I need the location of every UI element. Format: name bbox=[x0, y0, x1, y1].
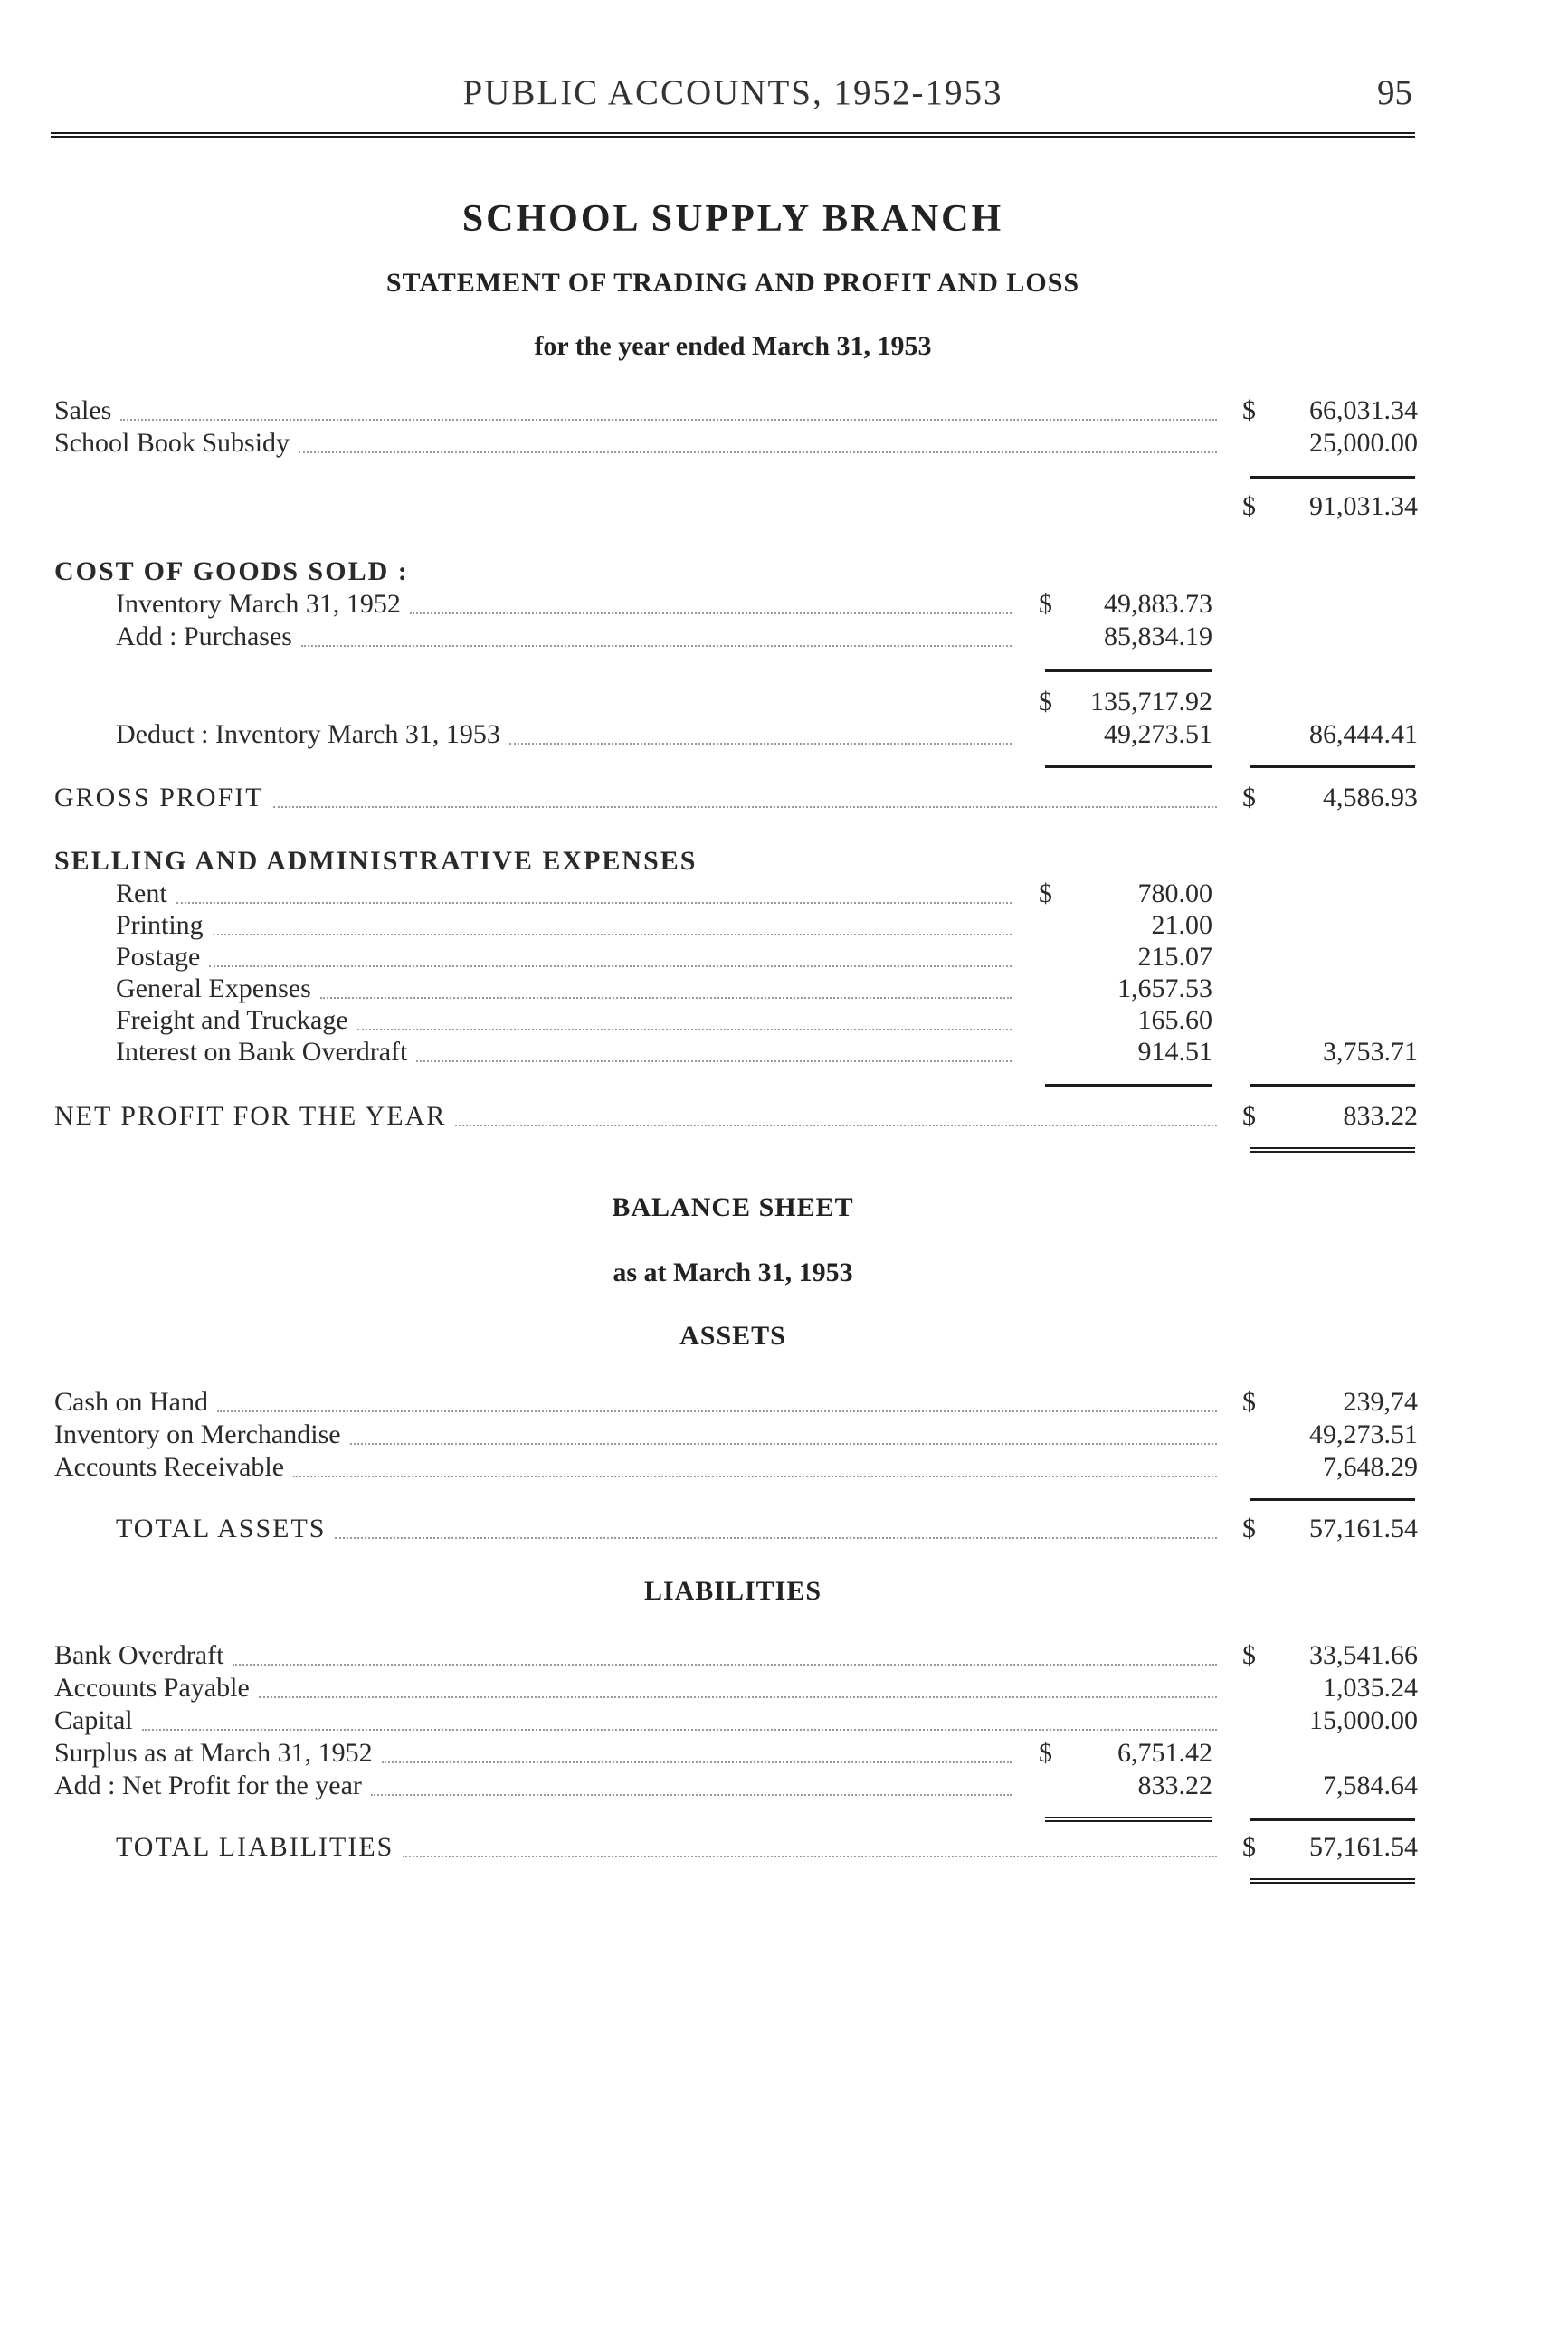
dot-leader bbox=[301, 645, 1012, 647]
dot-leader bbox=[350, 1443, 1217, 1445]
total-liabilities-amount: 57,161.54 bbox=[1309, 1832, 1418, 1862]
liability-label: Capital bbox=[54, 1704, 142, 1737]
expense-row bbox=[0, 941, 1568, 973]
total-assets-label: TOTAL ASSETS bbox=[116, 1513, 335, 1545]
expense-amount: 780.00 bbox=[1137, 878, 1212, 908]
total-liabilities-label: TOTAL LIABILITIES bbox=[116, 1831, 403, 1864]
dollar-sign: $ bbox=[1242, 1640, 1256, 1670]
cogs-heading: COST OF GOODS SOLD : bbox=[54, 555, 418, 588]
dot-leader bbox=[213, 934, 1012, 935]
statement-title: STATEMENT OF TRADING AND PROFIT AND LOSS bbox=[385, 268, 1080, 298]
sales-label: Sales bbox=[54, 394, 120, 427]
dot-leader bbox=[320, 997, 1012, 999]
total-rule bbox=[1250, 1084, 1415, 1087]
add-profit-label: Add : Net Profit for the year bbox=[54, 1770, 371, 1802]
closing-inventory-label: Deduct : Inventory March 31, 1953 bbox=[116, 718, 509, 751]
balance-sheet-title: BALANCE SHEET bbox=[612, 1192, 854, 1222]
surplus-label: Surplus as at March 31, 1952 bbox=[54, 1737, 382, 1770]
cogs-total-amount: 86,444.41 bbox=[1309, 719, 1418, 749]
liability-label: Bank Overdraft bbox=[54, 1639, 233, 1672]
dot-leader bbox=[120, 419, 1217, 421]
dollar-sign: $ bbox=[1039, 1738, 1052, 1768]
asset-amount: 239,74 bbox=[1343, 1387, 1418, 1417]
surplus-amount: 6,751.42 bbox=[1117, 1738, 1212, 1768]
expense-row bbox=[0, 1036, 1568, 1068]
gross-profit-row bbox=[0, 782, 1568, 814]
asset-row bbox=[0, 1386, 1568, 1419]
expense-row bbox=[0, 878, 1568, 910]
dollar-sign: $ bbox=[1242, 783, 1256, 812]
liability-row bbox=[0, 1704, 1568, 1737]
revenue-total-amount: 91,031.34 bbox=[1309, 491, 1418, 521]
add-profit-row bbox=[0, 1770, 1568, 1802]
dot-leader bbox=[233, 1664, 1217, 1666]
assets-heading: ASSETS bbox=[679, 1321, 786, 1351]
dot-leader bbox=[209, 965, 1012, 967]
dollar-sign: $ bbox=[1039, 589, 1052, 619]
net-profit-amount: 833.22 bbox=[1343, 1101, 1418, 1131]
running-title: PUBLIC ACCOUNTS, 1952-1953 bbox=[462, 73, 1003, 112]
dot-leader bbox=[403, 1856, 1217, 1857]
dollar-sign: $ bbox=[1242, 1514, 1256, 1543]
expense-row bbox=[0, 1004, 1568, 1037]
expense-amount: 914.51 bbox=[1137, 1037, 1212, 1067]
dot-leader bbox=[176, 902, 1012, 904]
asset-row bbox=[0, 1419, 1568, 1451]
dot-leader bbox=[259, 1696, 1217, 1698]
closing-inventory-amount: 49,273.51 bbox=[1104, 719, 1212, 749]
opening-inventory-label: Inventory March 31, 1952 bbox=[116, 588, 410, 621]
dollar-sign: $ bbox=[1242, 1101, 1256, 1131]
asset-amount: 7,648.29 bbox=[1323, 1452, 1418, 1482]
asset-label: Cash on Hand bbox=[54, 1386, 217, 1419]
liability-amount: 33,541.66 bbox=[1309, 1640, 1418, 1670]
expenses-total-amount: 3,753.71 bbox=[1323, 1037, 1418, 1067]
subtotal-rule bbox=[1045, 669, 1212, 672]
subtotal-rule bbox=[1250, 476, 1415, 479]
opening-inventory-row bbox=[0, 588, 1568, 621]
asset-label: Accounts Receivable bbox=[54, 1451, 293, 1484]
liability-row bbox=[0, 1639, 1568, 1672]
expense-row bbox=[0, 909, 1568, 942]
dollar-sign: $ bbox=[1242, 1387, 1256, 1417]
total-assets-row bbox=[0, 1513, 1568, 1545]
liability-row bbox=[0, 1672, 1568, 1704]
dot-leader bbox=[455, 1125, 1217, 1126]
expense-label: General Expenses bbox=[116, 973, 320, 1005]
total-assets-amount: 57,161.54 bbox=[1309, 1514, 1418, 1543]
liability-label: Accounts Payable bbox=[54, 1672, 259, 1704]
expense-label: Rent bbox=[116, 878, 176, 910]
dot-leader bbox=[416, 1060, 1012, 1062]
page-number: 95 bbox=[1377, 73, 1412, 112]
liabilities-heading: LIABILITIES bbox=[643, 1576, 822, 1606]
dot-leader bbox=[142, 1729, 1217, 1731]
subsidy-label: School Book Subsidy bbox=[54, 427, 299, 460]
expense-amount: 21.00 bbox=[1151, 910, 1212, 940]
expenses-heading-row bbox=[0, 845, 1568, 878]
expense-label: Postage bbox=[116, 941, 209, 973]
liability-amount: 15,000.00 bbox=[1309, 1705, 1418, 1735]
double-rule bbox=[1045, 1817, 1212, 1822]
header-rule bbox=[51, 132, 1415, 138]
expense-label: Freight and Truckage bbox=[116, 1004, 357, 1037]
dot-leader bbox=[371, 1794, 1012, 1796]
surplus-row bbox=[0, 1737, 1568, 1770]
dot-leader bbox=[509, 743, 1012, 745]
expense-amount: 1,657.53 bbox=[1117, 973, 1212, 1003]
dot-leader bbox=[410, 612, 1012, 614]
subsidy-row bbox=[0, 427, 1568, 460]
sales-row bbox=[0, 394, 1568, 427]
total-rule bbox=[1250, 1498, 1415, 1501]
expenses-heading: SELLING AND ADMINISTRATIVE EXPENSES bbox=[54, 845, 706, 878]
revenue-total-row bbox=[0, 490, 1568, 523]
total-rule bbox=[1045, 1084, 1212, 1087]
subsidy-amount: 25,000.00 bbox=[1309, 428, 1418, 458]
dollar-sign: $ bbox=[1039, 687, 1052, 717]
expense-amount: 215.07 bbox=[1137, 942, 1212, 972]
asset-amount: 49,273.51 bbox=[1309, 1419, 1418, 1449]
gross-profit-amount: 4,586.93 bbox=[1323, 783, 1418, 812]
double-rule bbox=[1250, 1147, 1415, 1153]
purchases-amount: 85,834.19 bbox=[1104, 622, 1212, 651]
dot-leader bbox=[299, 451, 1217, 453]
branch-title: SCHOOL SUPPLY BRANCH bbox=[461, 198, 1004, 240]
dollar-sign: $ bbox=[1242, 491, 1256, 521]
dot-leader bbox=[335, 1537, 1217, 1539]
double-rule bbox=[1250, 1878, 1415, 1884]
dot-leader bbox=[382, 1761, 1012, 1763]
dollar-sign: $ bbox=[1039, 878, 1052, 908]
dot-leader bbox=[293, 1476, 1217, 1477]
cogs-subtotal-amount: 135,717.92 bbox=[1090, 687, 1212, 717]
net-profit-label: NET PROFIT FOR THE YEAR bbox=[54, 1100, 455, 1133]
add-profit-amount: 833.22 bbox=[1137, 1771, 1212, 1800]
expense-row bbox=[0, 973, 1568, 1005]
cogs-heading-row bbox=[0, 555, 1568, 588]
closing-inventory-row bbox=[0, 718, 1568, 751]
expense-label: Printing bbox=[116, 909, 213, 942]
statement-period: for the year ended March 31, 1953 bbox=[534, 331, 932, 361]
purchases-label: Add : Purchases bbox=[116, 621, 301, 653]
balance-sheet-date: as at March 31, 1953 bbox=[613, 1258, 853, 1287]
gross-profit-label: GROSS PROFIT bbox=[54, 782, 273, 814]
opening-inventory-amount: 49,883.73 bbox=[1104, 589, 1212, 619]
expense-label: Interest on Bank Overdraft bbox=[116, 1036, 416, 1068]
dot-leader bbox=[217, 1410, 1217, 1412]
dollar-sign: $ bbox=[1242, 1832, 1256, 1862]
dot-leader bbox=[357, 1029, 1012, 1030]
asset-row bbox=[0, 1451, 1568, 1484]
total-rule bbox=[1045, 765, 1212, 768]
surplus-total-amount: 7,584.64 bbox=[1323, 1771, 1418, 1800]
purchases-row bbox=[0, 621, 1568, 653]
total-liabilities-row bbox=[0, 1831, 1568, 1864]
dollar-sign: $ bbox=[1242, 395, 1256, 425]
asset-label: Inventory on Merchandise bbox=[54, 1419, 350, 1451]
net-profit-row bbox=[0, 1100, 1568, 1133]
sales-amount: 66,031.34 bbox=[1309, 395, 1418, 425]
total-rule bbox=[1250, 1818, 1415, 1821]
dot-leader bbox=[273, 806, 1217, 808]
cogs-subtotal-row bbox=[0, 686, 1568, 718]
expense-amount: 165.60 bbox=[1137, 1005, 1212, 1035]
total-rule bbox=[1250, 765, 1415, 768]
liability-amount: 1,035.24 bbox=[1323, 1673, 1418, 1703]
